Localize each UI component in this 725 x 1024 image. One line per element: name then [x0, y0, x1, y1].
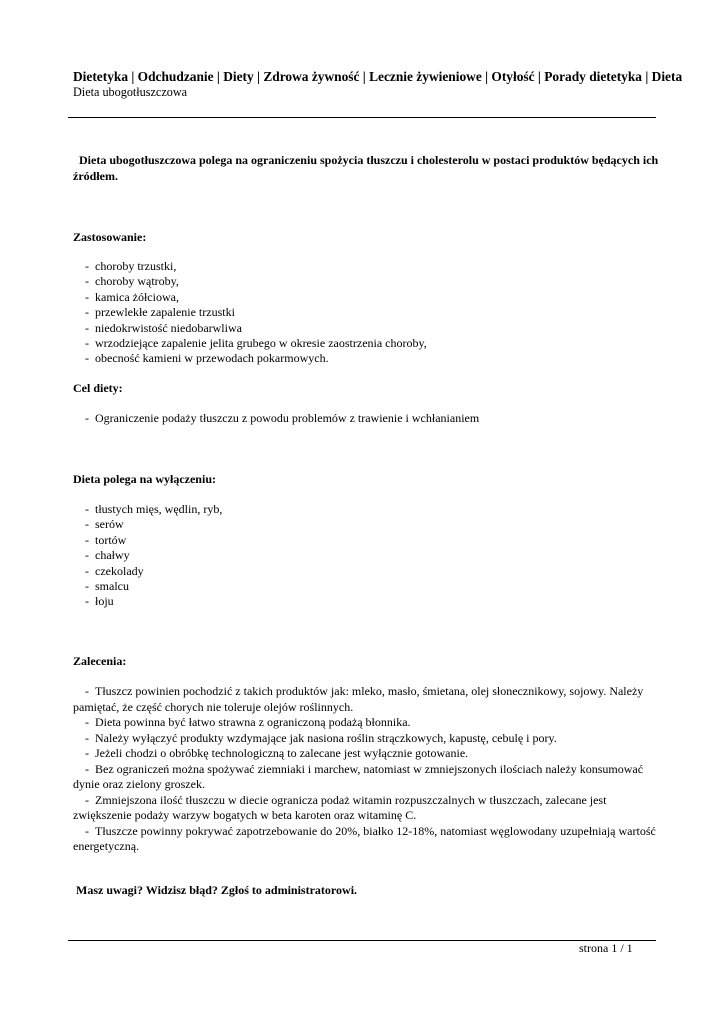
- section-heading-cel: Cel diety:: [73, 381, 123, 395]
- list-item: - Dieta powinna być łatwo strawna z ograniczoną podażą błonnika.: [85, 715, 411, 729]
- list-item: - smalcu: [85, 579, 129, 594]
- list-item: - Bez ograniczeń można spożywać ziemniaki i marchew, natomiast w zmniejszonych ilościach należy konsumować dynie oraz zielony groszek.: [73, 761, 644, 791]
- list-item: - obecność kamieni w przewodach pokarmowych.: [85, 351, 329, 366]
- list-zastosowanie: [85, 259, 427, 367]
- list-item: - niedokrwistość niedobarwliwa: [85, 320, 242, 335]
- list-item: - Tłuszcz powinien pochodzić z takich produktów jak: mleko, masło, śmietana, olej słonecznikowy, sojowy. Należy pamiętać, że część chorych nie toleruje olejów roślinnych.: [73, 684, 644, 714]
- list-item: - Ograniczenie podaży tłuszczu z powodu problemów z trawienie i wchłanianiem: [85, 411, 480, 425]
- list-item: - przewlekłe zapalenie trzustki: [85, 305, 235, 320]
- list-item: - Należy wyłączyć produkty wzdymające jak nasiona roślin strączkowych, kapustę, cebulę i pory.: [85, 730, 557, 745]
- intro-paragraph: [73, 153, 663, 184]
- section-heading-zastosowanie: Zastosowanie:: [73, 230, 147, 244]
- list-wylaczenie: [85, 502, 222, 610]
- list-item: - choroby wątroby,: [85, 274, 179, 289]
- intro-text: Dieta ubogotłuszczowa polega na ograniczeniu spożycia tłuszczu i cholesterolu w postaci produktów będących ich źródłem.: [73, 153, 659, 183]
- list-item: - tłustych mięs, wędlin, ryb,: [85, 502, 223, 516]
- list-item: - wrzodziejące zapalenie jelita grubego w okresie zaostrzenia choroby,: [85, 336, 427, 351]
- report-error-notice: Masz uwagi? Widzisz błąd? Zgłoś to administratorowi.: [76, 883, 358, 897]
- list-item: - łoju: [85, 594, 114, 609]
- list-item: - kamica żółciowa,: [85, 289, 179, 304]
- list-item: - choroby trzustki,: [85, 259, 177, 273]
- list-item: - czekolady: [85, 563, 144, 578]
- list-item: - serów: [85, 517, 124, 532]
- header-title: Dietetyka | Odchudzanie | Diety | Zdrowa żywność | Lecznie żywieniowe | Otyłość | Porady dietetyka | Dieta: [73, 69, 683, 84]
- list-item: - Jeżeli chodzi o obróbkę technologiczną to zalecane jest wyłącznie gotowanie.: [85, 746, 469, 760]
- header-divider: [68, 117, 656, 118]
- section-heading-wylaczenie: Dieta polega na wyłączeniu:: [73, 472, 216, 486]
- list-item: - chałwy: [85, 548, 130, 563]
- footer-divider: [68, 940, 656, 941]
- list-item: - Zmniejszona ilość tłuszczu w diecie ogranicza podaż witamin rozpuszczalnych w tłuszczach, zalecane jest zwiększenie podaży warzyw bogatych w beta karoten oraz witaminę C.: [73, 792, 607, 822]
- list-zalecenia: [73, 684, 663, 855]
- list-cel: [85, 411, 479, 426]
- list-item: - Tłuszcze powinny pokrywać zapotrzebowanie do 20%, białko 12-18%, natomiast węglowodany uzupełniają wartość energetyczną.: [73, 823, 656, 853]
- list-item: - tortów: [85, 532, 127, 547]
- section-heading-zalecenia: Zalecenia:: [73, 654, 127, 668]
- header-subtitle: Dieta ubogotłuszczowa: [73, 85, 188, 99]
- page-number: strona 1 / 1: [579, 941, 633, 955]
